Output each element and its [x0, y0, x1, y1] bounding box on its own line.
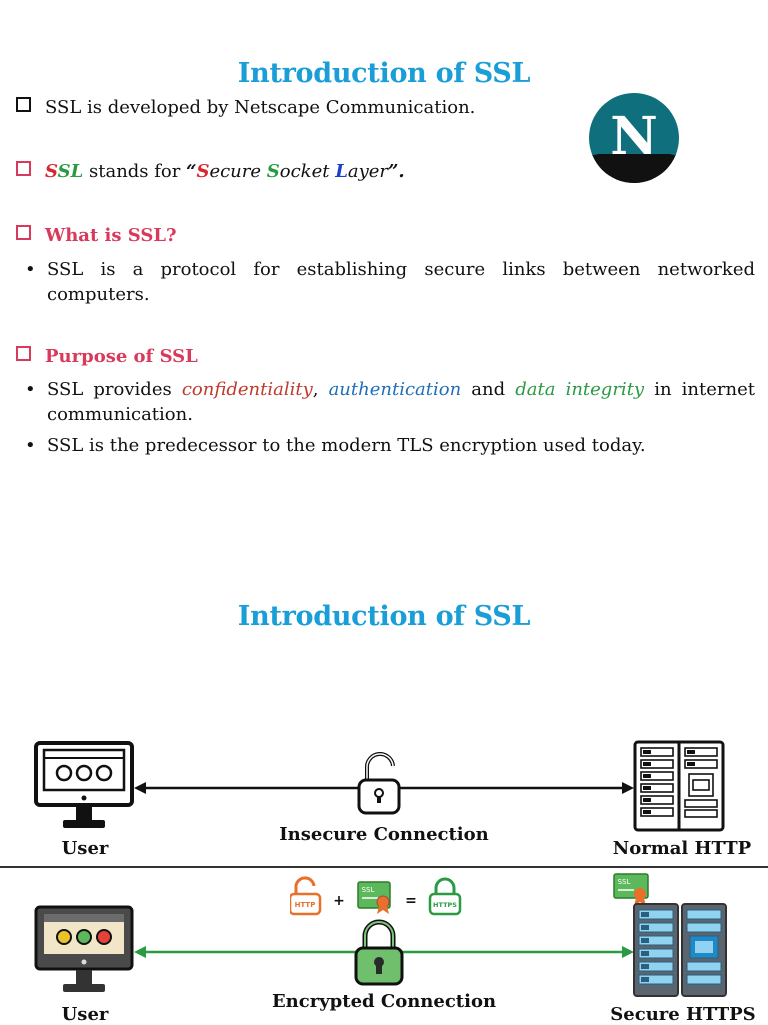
purpose-bullet-2: • SSL is the predecessor to the modern TLS encryption used today. — [25, 435, 646, 456]
page-title: Introduction of SSL — [237, 58, 531, 89]
what-is-ssl-heading: What is SSL? — [16, 223, 177, 248]
ssl-formula — [290, 876, 480, 916]
svg-text:N: N — [610, 106, 658, 167]
normal-http-label: Normal HTTP — [612, 838, 752, 859]
secure-server-rack-icon — [632, 902, 728, 998]
svg-text:HTTP: HTTP — [294, 901, 316, 909]
svg-text:+: + — [333, 893, 345, 909]
netscape-logo — [588, 92, 680, 184]
insecure-connection-label: Insecure Connection — [279, 824, 489, 845]
secure-https-label: Secure HTTPS — [610, 1004, 756, 1025]
what-is-ssl-bullet: • SSL is a protocol for establishing secure links between networked computers. — [25, 259, 755, 305]
checkbox-bullet-icon — [16, 97, 31, 112]
encrypted-connection-label: Encrypted Connection — [271, 991, 497, 1012]
unlocked-padlock-icon — [355, 752, 403, 816]
section-divider — [0, 866, 768, 868]
svg-text:=: = — [405, 893, 417, 909]
intro-line-developer: SSL is developed by Netscape Communication. — [16, 95, 475, 120]
purpose-bullet-1: • SSL provides confidentiality, authentication and data integrity in internet communication. — [25, 379, 755, 425]
ssl-certificate-icon — [612, 872, 654, 906]
intro-line-stands-for: SSL stands for “Secure Socket Layer”. — [16, 159, 405, 184]
user-label-top: User — [61, 838, 109, 859]
user-monitor-icon — [33, 740, 135, 840]
checkbox-bullet-icon — [16, 225, 31, 240]
user-label-bottom: User — [61, 1004, 109, 1025]
checkbox-bullet-icon — [16, 346, 31, 361]
svg-text:HTTPS: HTTPS — [433, 901, 457, 909]
purpose-of-ssl-heading: Purpose of SSL — [16, 344, 198, 369]
user-monitor-color-icon — [33, 904, 135, 1004]
server-rack-icon — [633, 740, 725, 832]
svg-text:SSL: SSL — [617, 878, 631, 886]
diagram-title: Introduction of SSL — [237, 601, 531, 632]
svg-text:SSL: SSL — [361, 886, 375, 894]
locked-padlock-icon — [352, 918, 406, 986]
checkbox-bullet-icon — [16, 161, 31, 176]
